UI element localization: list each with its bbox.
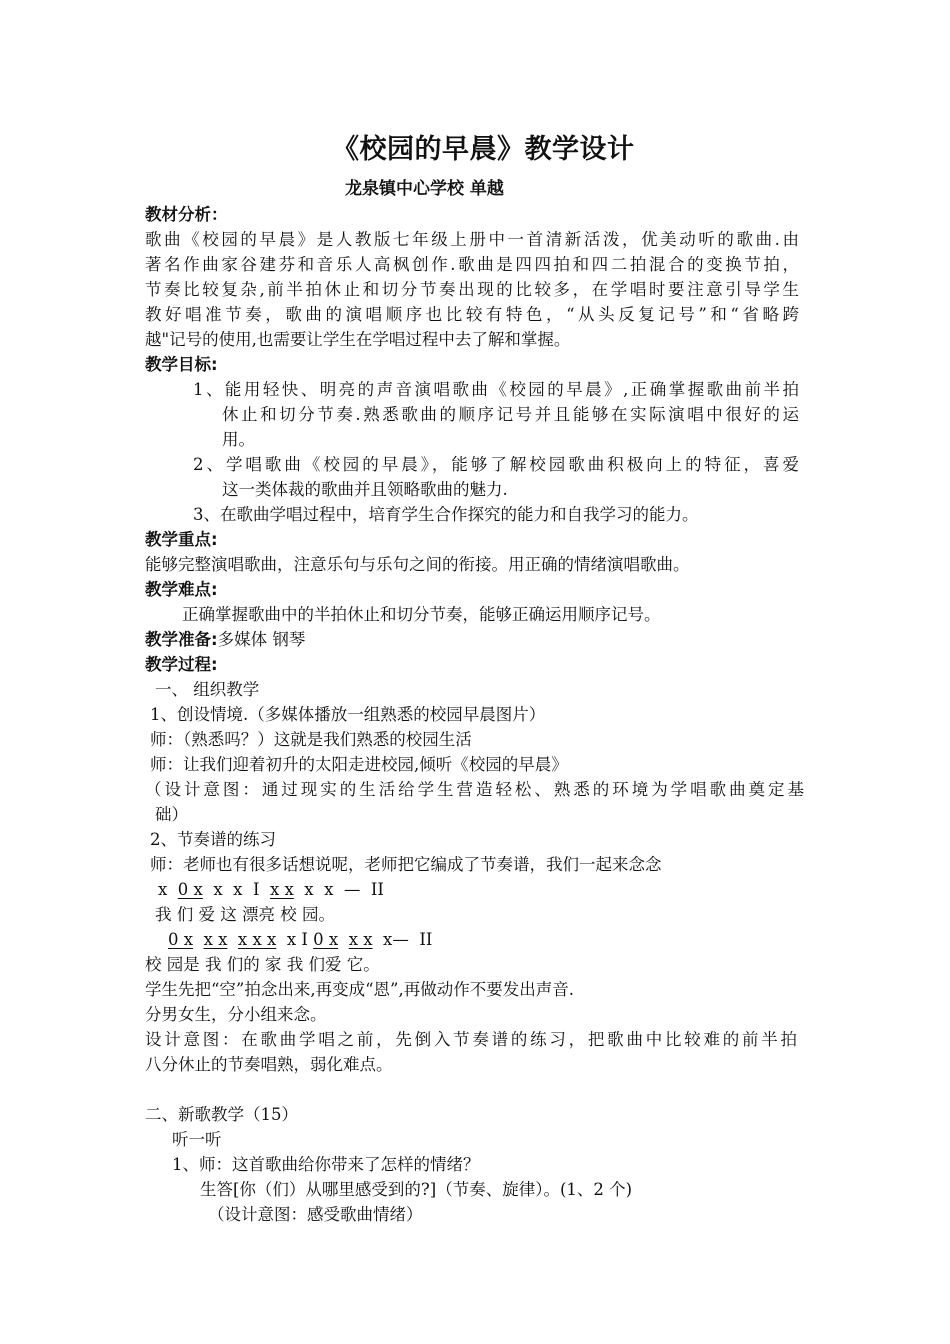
difficulty-heading: 教学难点: xyxy=(145,580,218,599)
process-line: （设计意图：通过现实的生活给学生营造轻松、熟悉的环境为学唱歌曲奠定基 xyxy=(145,780,804,799)
rhythm-notation-2 xyxy=(168,928,432,952)
rhythm-beamed-group: x x x xyxy=(237,930,277,949)
prep-line xyxy=(145,628,305,652)
rhythm-segment xyxy=(227,930,238,949)
process-line: 础） xyxy=(155,805,188,824)
difficulty-text: 正确掌握歌曲中的半拍休止和切分节奏，能够正确运用顺序记号。 xyxy=(182,605,661,624)
process-line: 1、创设情境.（多媒体播放一组熟悉的校园早晨图片） xyxy=(150,705,546,724)
process-after-line: 八分休止的节奏唱熟，弱化难点。 xyxy=(145,1055,393,1074)
goal-item: 1、能用轻快、明亮的声音演唱歌曲《校园的早晨》,正确掌握歌曲前半拍 xyxy=(193,380,799,399)
rhythm-beamed-group: x x xyxy=(269,880,294,899)
rhythm-lyrics-1: 我 们 爱 这 漂亮 校 园。 xyxy=(155,905,335,924)
goal-item: 这一类体裁的歌曲并且领略歌曲的魅力. xyxy=(222,480,508,499)
process-heading: 教学过程: xyxy=(145,655,218,674)
analysis-heading: 教材分析： xyxy=(145,205,228,224)
rhythm-lyrics-2: 校 园是 我 们的 家 我 们爱 它。 xyxy=(145,955,380,974)
process-after-line: 设计意图：在歌曲学唱之前，先倒入节奏谱的练习，把歌曲中比较难的前半拍 xyxy=(145,1030,797,1049)
process-line: 师：让我们迎着初升的太阳走进校园,倾听《校园的早晨》 xyxy=(150,755,568,774)
rhythm-beamed-group: 0 x xyxy=(168,930,194,949)
process-line: 2、节奏谱的练习 xyxy=(150,830,276,849)
rhythm-segment: x x — II xyxy=(293,880,384,899)
rhythm-segment: x x I xyxy=(202,880,270,899)
rhythm-segment xyxy=(193,930,204,949)
new-song-listen: 听一听 xyxy=(172,1130,222,1149)
rhythm-beamed-group: 0 x xyxy=(177,880,203,899)
rhythm-segment: x xyxy=(158,880,178,899)
doc-title: 《校园的早晨》教学设计 xyxy=(332,134,635,165)
process-after-line: 学生先把“空”拍念出来,再变成“恩”,再做动作不要发出声音. xyxy=(145,980,574,999)
goals-heading: 教学目标: xyxy=(145,355,218,374)
process-after-line: 分男女生，分小组来念。 xyxy=(145,1005,327,1024)
goal-item: 休止和切分节奏.熟悉歌曲的顺序记号并且能够在实际演唱中很好的运 xyxy=(222,405,799,424)
rhythm-beamed-group: x x xyxy=(203,930,228,949)
analysis-line: 教好唱准节奏，歌曲的演唱顺序也比较有特色，“从头反复记号”和“省略跨 xyxy=(145,305,799,324)
rhythm-beamed-group: 0 x xyxy=(313,930,339,949)
goal-item: 2、学唱歌曲《校园的早晨》，能够了解校园歌曲积极向上的特征，喜爱 xyxy=(193,455,799,474)
analysis-line: 越"记号的使用,也需要让学生在学唱过程中去了解和掌握。 xyxy=(145,330,571,349)
rhythm-beamed-group: x x xyxy=(348,930,373,949)
rhythm-segment: x I xyxy=(276,930,314,949)
rhythm-segment xyxy=(338,930,349,949)
process-line: 师：老师也有很多话想说呢，老师把它编成了节奏谱，我们一起来念念 xyxy=(150,855,662,874)
goal-item: 3、在歌曲学唱过程中，培育学生合作探究的能力和自我学习的能力。 xyxy=(193,505,699,524)
process-line: 一、 组织教学 xyxy=(155,680,260,699)
rhythm-notation-1 xyxy=(158,878,384,902)
goal-item: 用。 xyxy=(222,430,255,449)
prep-heading: 教学准备: xyxy=(145,630,218,649)
new-song-heading: 二、新歌教学（15） xyxy=(145,1105,298,1124)
keypoint-heading: 教学重点: xyxy=(145,530,218,549)
analysis-line: 著名作曲家谷建芬和音乐人高枫创作.歌曲是四四拍和四二拍混合的变换节拍， xyxy=(145,255,799,274)
new-song-question: 1、师：这首歌曲给你带来了怎样的情绪？ xyxy=(172,1155,480,1174)
analysis-line: 歌曲《校园的早晨》是人教版七年级上册中一首清新活泼，优美动听的歌曲.由 xyxy=(145,230,799,249)
new-song-answer: 生答[你（们）从哪里感受到的?]（节奏、旋律）。(1、2 个) xyxy=(200,1180,633,1199)
doc-author: 龙泉镇中心学校 单越 xyxy=(345,179,504,199)
process-line: 师：（熟悉吗？）这就是我们熟悉的校园生活 xyxy=(150,730,472,749)
rhythm-segment: x— II xyxy=(372,930,433,949)
keypoint-text: 能够完整演唱歌曲，注意乐句与乐句之间的衔接。用正确的情绪演唱歌曲。 xyxy=(145,555,690,574)
prep-text: 多媒体 钢琴 xyxy=(217,630,306,649)
new-song-intent: （设计意图：感受歌曲情绪） xyxy=(208,1205,423,1224)
analysis-line: 节奏比较复杂,前半拍休止和切分节奏出现的比较多，在学唱时要注意引导学生 xyxy=(145,280,799,299)
